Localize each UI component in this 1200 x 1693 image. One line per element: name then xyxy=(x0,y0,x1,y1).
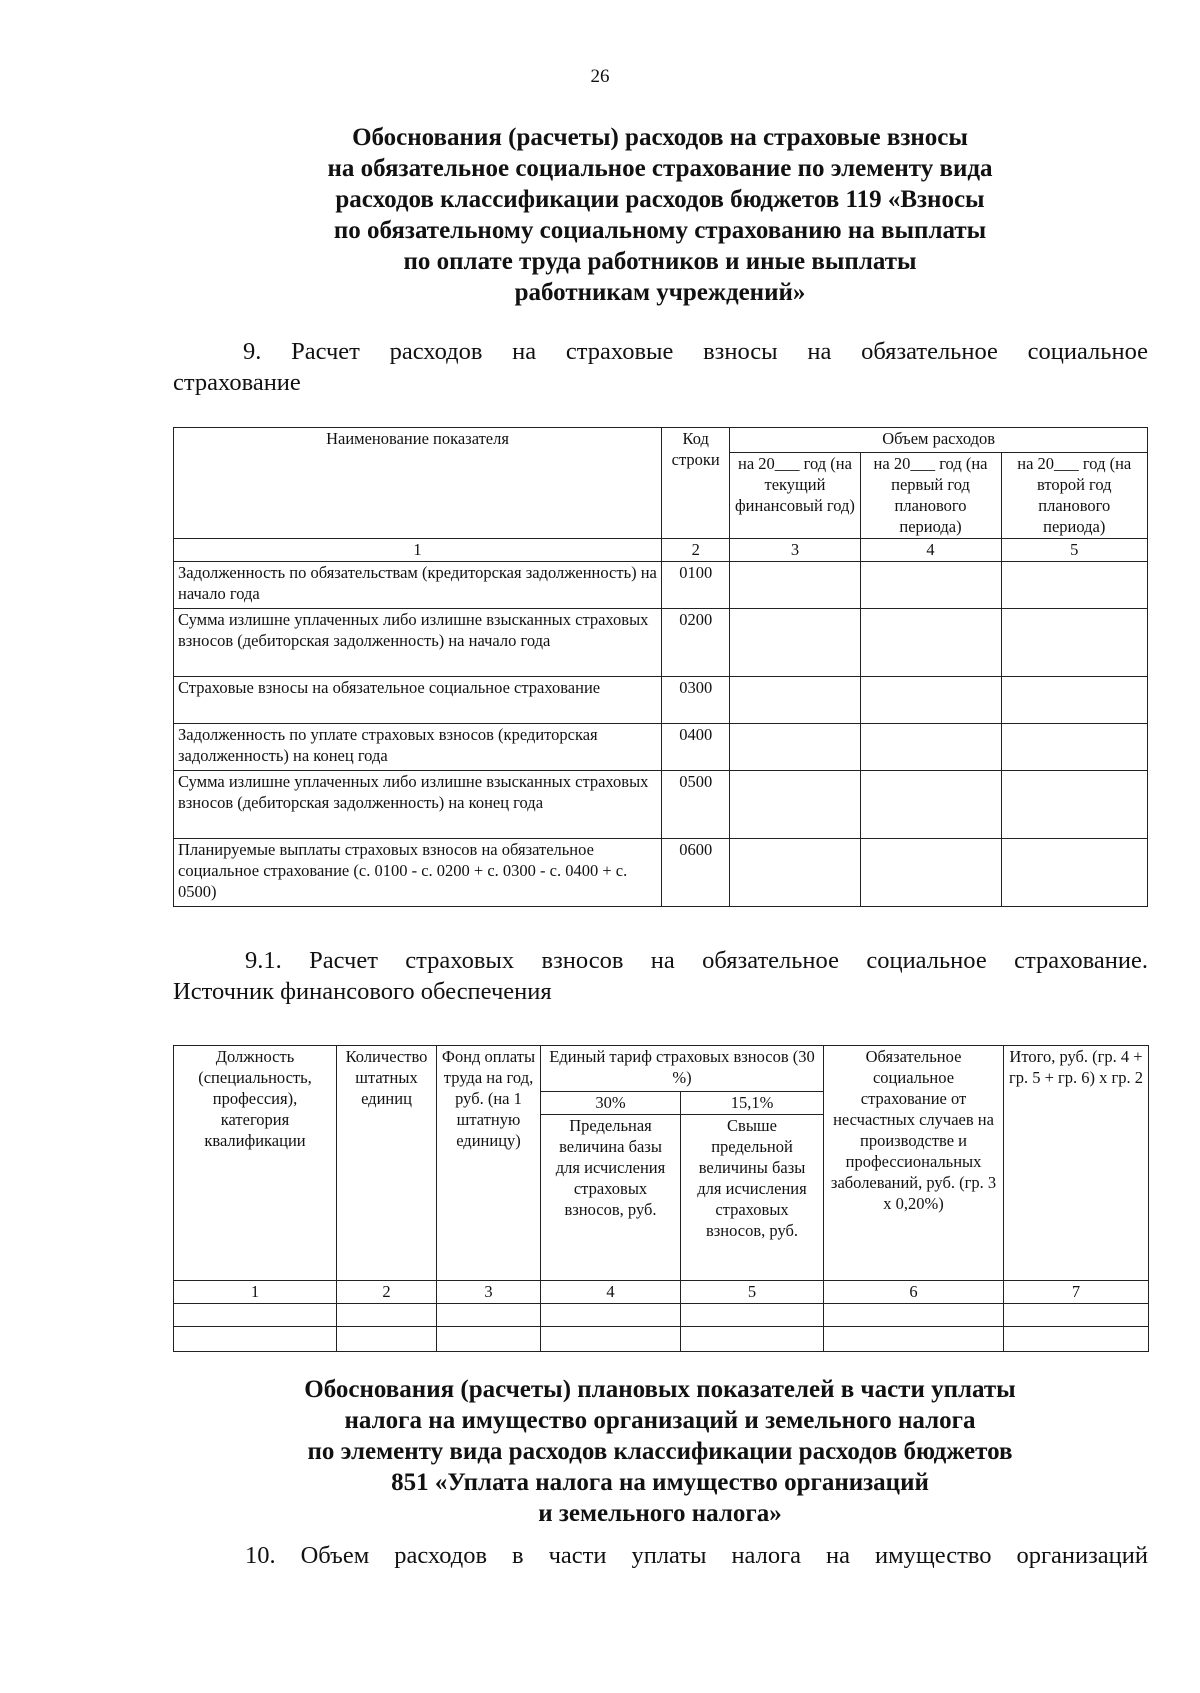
value-cell xyxy=(1001,771,1147,839)
table-row xyxy=(174,1304,1149,1327)
value-cell xyxy=(1001,562,1147,609)
table-row xyxy=(174,609,1148,677)
row-code: 0100 xyxy=(662,562,730,609)
header-rate-15: 15,1% xyxy=(681,1092,824,1115)
row-name: Планируемые выплаты страховых взносов на обязательное социальное страхование (с. 0100 - с. 0200 + с. 0300 - с. 0400 + с. 0500) xyxy=(174,839,662,907)
page-number: 26 xyxy=(590,66,610,87)
header-insurance: Обязательное социальное страхование от несчастных случаев на производстве и профессиональных заболеваний, руб. (гр. 3 x 0,20%) xyxy=(824,1046,1004,1281)
header-staff-count: Количество штатных единиц xyxy=(337,1046,437,1281)
row-code: 0400 xyxy=(662,724,730,771)
value-cell xyxy=(860,609,1001,677)
value-cell xyxy=(1001,724,1147,771)
value-cell xyxy=(730,724,860,771)
heading-line: по элементу вида расходов классификации расходов бюджетов xyxy=(307,1438,1013,1465)
heading-line: расходов классификации расходов бюджетов 119 «Взносы xyxy=(335,186,985,213)
value-cell xyxy=(860,677,1001,724)
header-code: Код строки xyxy=(662,428,730,539)
value-cell xyxy=(860,839,1001,907)
heading-line: по оплате труда работников и иные выплаты xyxy=(403,248,917,275)
column-number: 5 xyxy=(1001,539,1147,562)
row-code: 0500 xyxy=(662,771,730,839)
heading-line: налога на имущество организаций и земельного налога xyxy=(344,1407,976,1434)
column-number: 1 xyxy=(174,1281,337,1304)
table-row xyxy=(174,1327,1149,1352)
row-name: Задолженность по обязательствам (кредиторская задолженность) на начало года xyxy=(174,562,662,609)
column-number: 4 xyxy=(860,539,1001,562)
column-number: 2 xyxy=(337,1281,437,1304)
header-fund: Фонд оплаты труда на год, руб. (на 1 штатную единицу) xyxy=(437,1046,541,1281)
value-cell xyxy=(730,609,860,677)
section-heading-property-tax xyxy=(170,1374,1150,1529)
header-limit-base: Предельная величина базы для исчисления страховых взносов, руб. xyxy=(541,1115,681,1281)
column-number: 3 xyxy=(437,1281,541,1304)
value-cell xyxy=(860,771,1001,839)
heading-line: Обоснования (расчеты) расходов на страховые взносы xyxy=(352,124,968,151)
table-row xyxy=(174,839,1148,907)
row-code: 0300 xyxy=(662,677,730,724)
heading-line: на обязательное социальное страхование по элементу вида xyxy=(327,155,993,182)
header-col5: на 20___ год (на второй год планового периода) xyxy=(1001,453,1147,539)
row-name: Сумма излишне уплаченных либо излишне взысканных страховых взносов (дебиторская задолженность) на начало года xyxy=(174,609,662,677)
insurance-expenses-table xyxy=(173,427,1148,907)
value-cell xyxy=(860,562,1001,609)
column-number: 7 xyxy=(1004,1281,1149,1304)
paragraph-9-1 xyxy=(173,945,1148,1007)
paragraph-line: 10. Объем расходов в части уплаты налога на имущество организаций xyxy=(245,1542,1148,1569)
header-col4: на 20___ год (на первый год планового периода) xyxy=(860,453,1001,539)
paragraph-line: 9.1. Расчет страховых взносов на обязательное социальное страхование. xyxy=(245,947,1148,974)
column-number: 1 xyxy=(174,539,662,562)
heading-line: работникам учреждений» xyxy=(514,279,806,306)
header-volume: Объем расходов xyxy=(730,428,1148,453)
header-rate-30: 30% xyxy=(541,1092,681,1115)
heading-line: 851 «Уплата налога на имущество организаций xyxy=(391,1469,929,1496)
value-cell xyxy=(730,839,860,907)
header-tariff: Единый тариф страховых взносов (30 %) xyxy=(541,1046,824,1092)
table-row xyxy=(174,562,1148,609)
heading-line: Обоснования (расчеты) плановых показателей в части уплаты xyxy=(304,1376,1016,1403)
value-cell xyxy=(1001,839,1147,907)
table-row xyxy=(174,771,1148,839)
value-cell xyxy=(1001,609,1147,677)
column-number: 6 xyxy=(824,1281,1004,1304)
paragraph-9 xyxy=(173,336,1148,398)
value-cell xyxy=(730,771,860,839)
value-cell xyxy=(1001,677,1147,724)
column-number: 2 xyxy=(662,539,730,562)
row-name: Страховые взносы на обязательное социальное страхование xyxy=(174,677,662,724)
header-name: Наименование показателя xyxy=(174,428,662,539)
value-cell xyxy=(730,562,860,609)
paragraph-10 xyxy=(173,1540,1148,1571)
paragraph-line: страхование xyxy=(173,369,301,396)
table-row xyxy=(174,677,1148,724)
row-name: Задолженность по уплате страховых взносов (кредиторская задолженность) на конец года xyxy=(174,724,662,771)
row-name: Сумма излишне уплаченных либо излишне взысканных страховых взносов (дебиторская задолженность) на конец года xyxy=(174,771,662,839)
heading-line: и земельного налога» xyxy=(538,1500,782,1527)
header-above-limit: Свыше предельной величины базы для исчисления страховых взносов, руб. xyxy=(681,1115,824,1281)
row-code: 0600 xyxy=(662,839,730,907)
row-code: 0200 xyxy=(662,609,730,677)
value-cell xyxy=(730,677,860,724)
header-col3: на 20___ год (на текущий финансовый год) xyxy=(730,453,860,539)
table-row xyxy=(174,724,1148,771)
insurance-calculation-table xyxy=(173,1045,1149,1352)
section-heading-insurance xyxy=(170,122,1150,308)
header-total: Итого, руб. (гр. 4 + гр. 5 + гр. 6) x гр. 2 xyxy=(1004,1046,1149,1281)
value-cell xyxy=(860,724,1001,771)
column-number: 5 xyxy=(681,1281,824,1304)
header-position: Должность (специальность, профессия), категория квалификации xyxy=(174,1046,337,1281)
column-number: 4 xyxy=(541,1281,681,1304)
column-number: 3 xyxy=(730,539,860,562)
paragraph-line: 9. Расчет расходов на страховые взносы на обязательное социальное xyxy=(243,338,1148,365)
paragraph-line: Источник финансового обеспечения xyxy=(173,978,552,1005)
heading-line: по обязательному социальному страхованию на выплаты xyxy=(333,217,987,244)
